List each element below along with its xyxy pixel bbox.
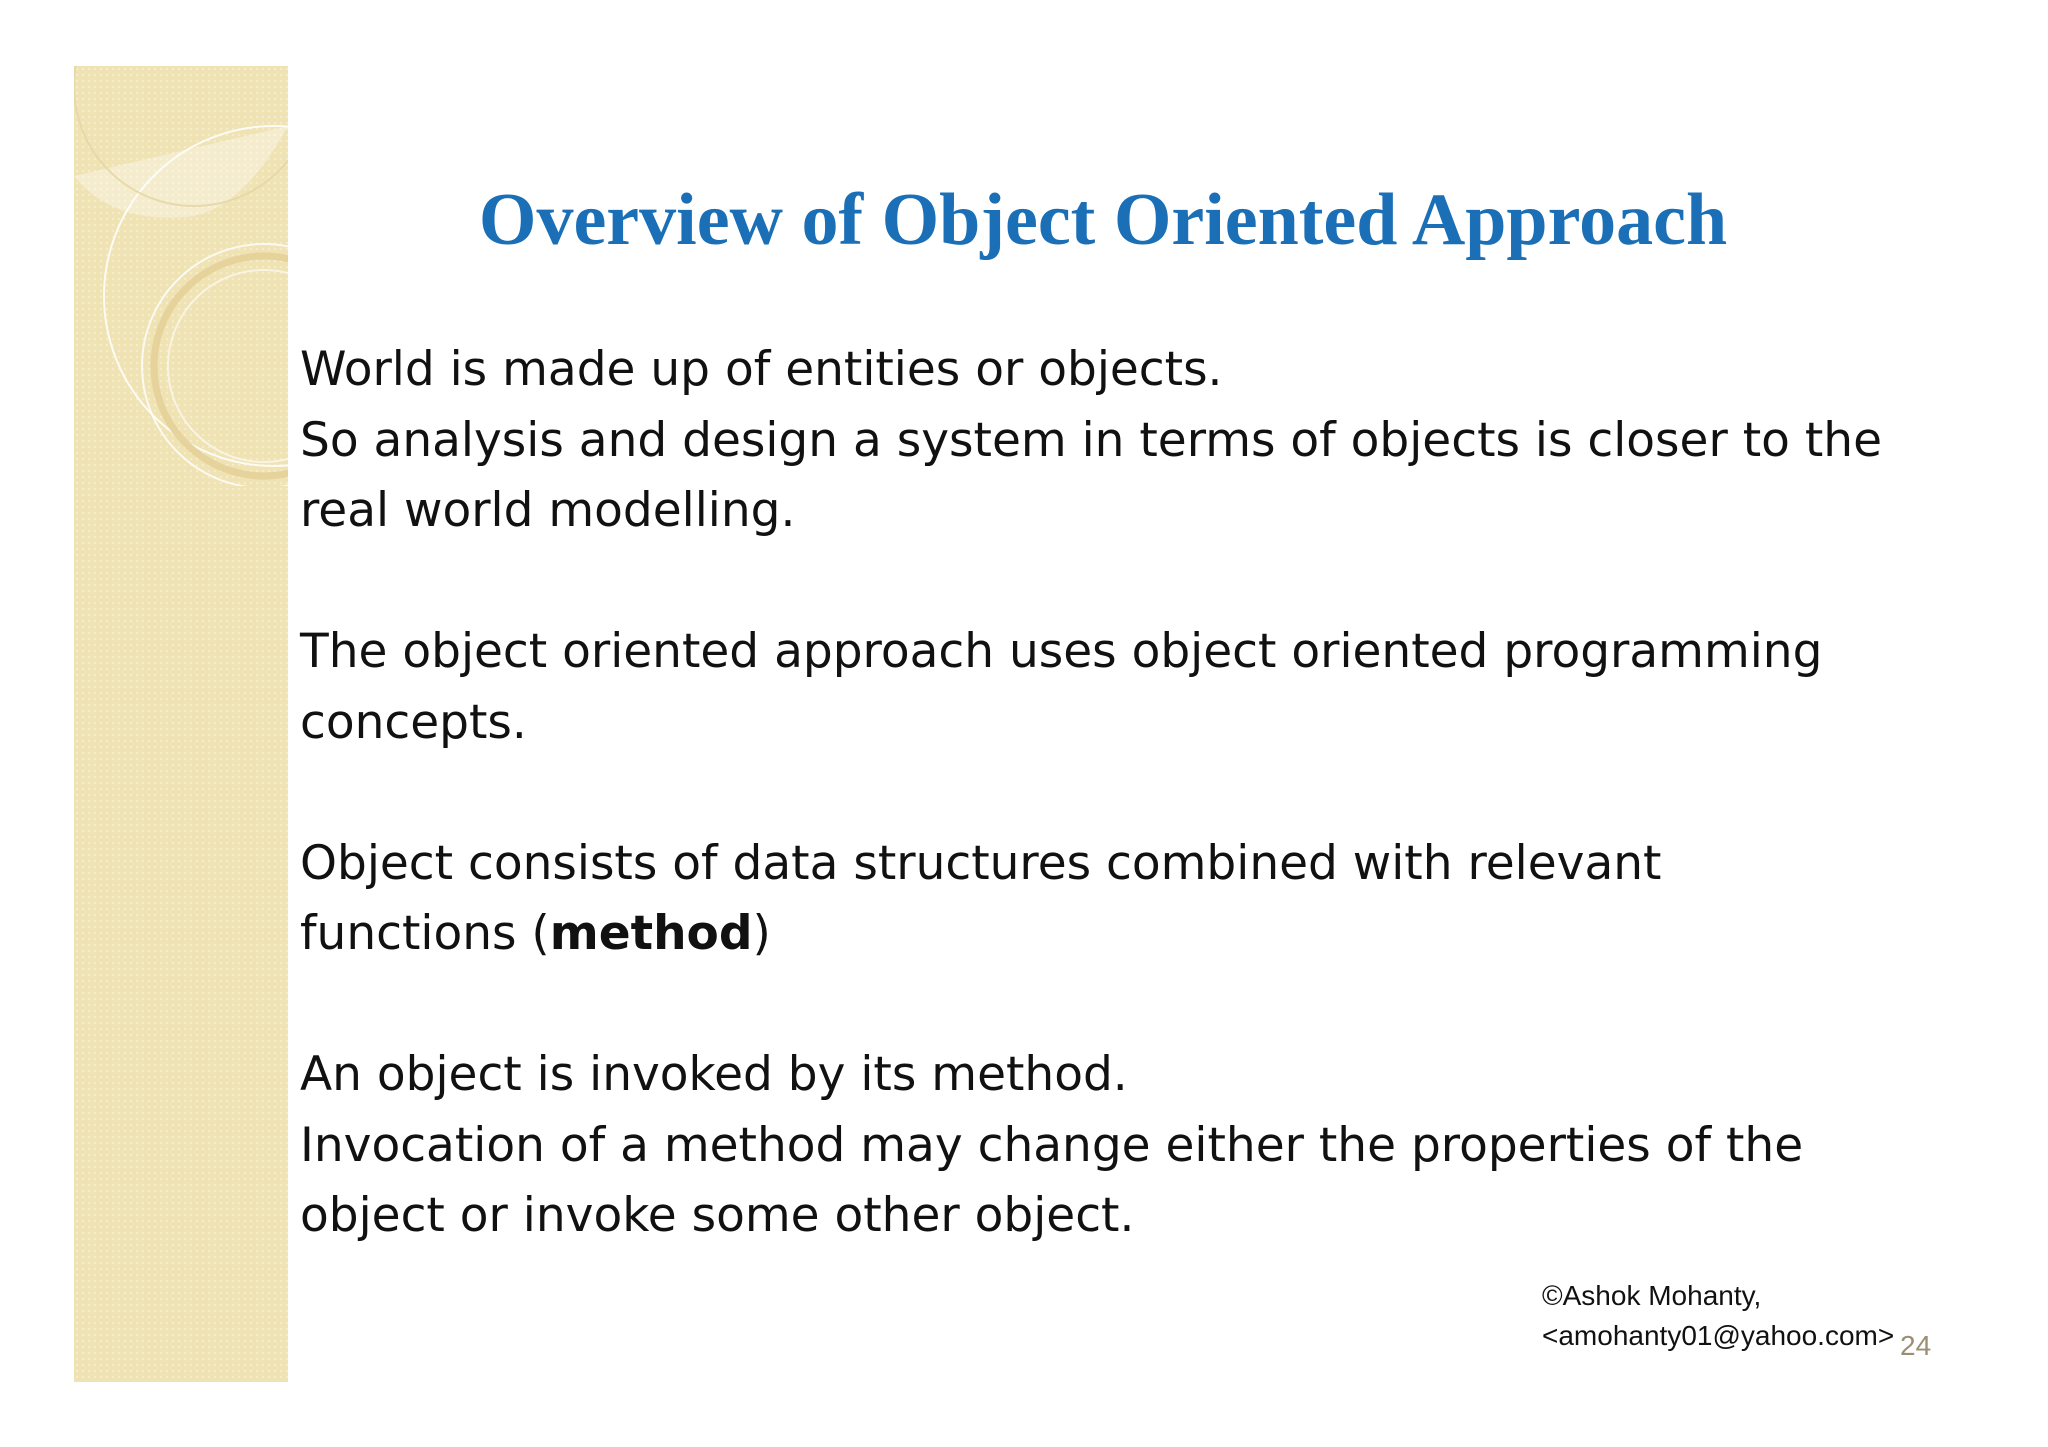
text-line: Object consists of data structures combined with relevant	[300, 835, 1662, 891]
paragraph-object-definition	[300, 829, 1940, 970]
text-segment: )	[752, 906, 771, 961]
text-line: An object is invoked by its method.	[300, 1047, 1128, 1102]
text-segment: functions (	[300, 906, 550, 961]
text-line: concepts.	[300, 694, 527, 750]
text-line: real world modelling.	[300, 483, 796, 538]
text-line: So analysis and design a system in terms of objects is closer to the	[300, 412, 1882, 468]
emphasis-method: method	[549, 906, 753, 961]
copyright-author: ©Ashok Mohanty,	[1542, 1280, 1762, 1311]
paragraph-world-objects	[300, 335, 1940, 547]
text-line: object or invoke some other object.	[300, 1188, 1135, 1243]
slide-body	[300, 335, 1940, 1252]
text-line: The object oriented approach uses object oriented programming	[300, 624, 1823, 679]
text-line: World is made up of entities or objects.	[300, 342, 1223, 397]
copyright-notice	[1542, 1276, 1894, 1356]
paragraph-invocation	[300, 1040, 1940, 1252]
slide-title: Overview of Object Oriented Approach	[478, 179, 1728, 261]
copyright-email: <amohanty01@yahoo.com>	[1542, 1320, 1895, 1351]
text-line: Invocation of a method may change either the properties of the	[300, 1117, 1804, 1173]
paragraph-oop-concepts	[300, 617, 1940, 758]
text-line-with-emphasis	[300, 899, 1940, 970]
decorative-circles-icon	[74, 66, 288, 486]
page-number: 24	[1900, 1330, 1932, 1361]
